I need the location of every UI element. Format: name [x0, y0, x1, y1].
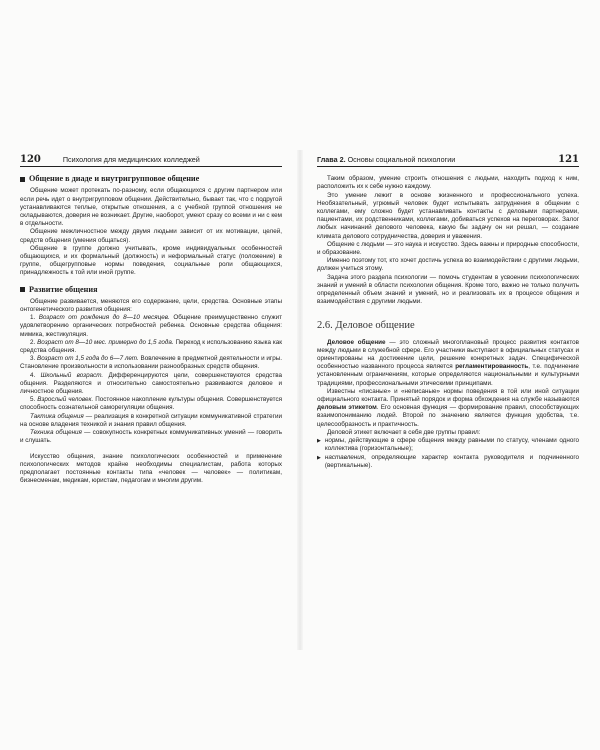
triangle-bullet-icon: ▶: [317, 454, 321, 461]
left-page: [20, 156, 282, 485]
term-definition: Тактика общения — реализация в конкретной ситуации коммуникативной стратегии на основе владения техникой и знания правил общения.: [20, 412, 282, 428]
left-running-head: [20, 156, 282, 167]
square-bullet-icon: [20, 287, 25, 292]
term: Техника общения: [30, 429, 82, 437]
stage-age: Возраст от 1,5 года до 6—7 лет.: [37, 355, 139, 363]
list-item: ▶ нормы, действующие в сфере общения между равными по статусу, членами одного коллектива (горизонтальные);: [317, 437, 579, 453]
stage-age: Взрослый человек.: [37, 396, 94, 404]
stage-age: Возраст от 8—10 мес. примерно до 1,5 года.: [37, 338, 174, 346]
section-heading-development-text: Развитие общения: [29, 284, 98, 294]
stage-item: 2. Возраст от 8—10 мес. примерно до 1,5 года. Переход к использованию языка как средства общения.: [20, 338, 283, 355]
paragraph: Задача этого раздела психологии — помочь студентам в усвоении психологических знаний и умений в области психологии общения. Кроме того, важно не только получить определенный объем знаний и умений, но и реализовать их в процессе общения и взаимодействия с другими людьми.: [317, 273, 579, 306]
paragraph: Искусство общения, знание психологических особенностей и применение психологических методов крайне необходимы специалистам, работа которых предполагает постоянные контакты типа «человек — человек» — политикам, бизнесменам, медикам, юристам, педагогам и многим другим.: [20, 452, 282, 485]
paragraph: Общение развивается, меняются его содержание, цели, средства. Основные этапы онтогенетического развития общения:: [20, 297, 282, 314]
paragraph: Это умение лежит в основе жизненного и профессионального успеха. Необязательный, угрюмый человек будет испытывать затруднения в общении с коллегами, ему сложно будет устанавливать контакты с деловыми партнерами, пациентами, их родственниками, коллегами, добиваться успехов на переговорах. Залог любых начинаний делового человека, какую бы задачу он ни решал, — создание климата делового сотрудничества, доверия и уважения.: [317, 191, 579, 240]
triangle-bullet-icon: ▶: [317, 438, 321, 445]
term: Тактика общения: [30, 412, 84, 420]
section-heading-development: [20, 286, 282, 294]
bold-term: деловым этикетом: [317, 404, 377, 412]
left-page-number: 120: [20, 154, 41, 165]
right-page-number: 121: [558, 154, 579, 165]
paragraph: Общение может протекать по-разному, если общающихся с другим партнером или если речь идет о внутригрупповом общении. Действительно, бывает так, что с подругой устанавливаются теплые, открытые отношения, а с учебной группой отношения не складываются, доверия не возникает. Другие, наоборот, умеют сразу со всеми и ни с кем в отдельности.: [20, 187, 282, 228]
bold-term: Деловое общение: [327, 338, 386, 346]
term: наставления: [324, 453, 365, 461]
section-heading-dyad-text: Общение в диаде и внутригрупповое общение: [29, 174, 200, 184]
right-page: [317, 156, 579, 470]
term-definition: Техника общения — совокупность конкретных коммуникативных умений — говорить и слушать.: [20, 429, 282, 445]
paragraph: Деловой этикет включает в себя две группы правил:: [327, 428, 481, 436]
paragraph: Общение с людьми — это наука и искусство. Здесь важны и природные способности, и образование.: [317, 240, 579, 257]
paragraph: Общение в группе должно учитывать, кроме индивидуальных особенностей общающихся, и их формальный (должность) и неформальный статус (положение) в группе, общегрупповые нормы поведения, социальные роли общающихся, принадлежность к той или иной группе.: [20, 244, 282, 277]
section-heading-dyad: [20, 175, 282, 183]
square-bullet-icon: [20, 177, 25, 182]
stage-item: 1. Возраст от рождения до 8—10 месяцев. Общение преимущественно служит удовлетворению органических потребностей ребенка. Основные средства общения: мимика, жестикуляция.: [20, 314, 283, 338]
stage-item: 5. Взрослый человек. Постоянное накопление культуры общения. Совершенствуется способность сознательной саморегуляции общения.: [20, 396, 282, 412]
paragraph: Известны «писаные» и «неписаные» нормы поведения в той или иной ситуации официального контакта. Принятый порядок и форма обхождения на службе называются деловым этикетом. Его основная функция — формирование правил, способствующих взаимопониманию людей. Второй по значению является функция удобства, т.е. целесообразность и практичность.: [317, 387, 579, 428]
term: нормы: [324, 437, 345, 445]
paragraph: Таким образом, умение строить отношения с людьми, находить подход к ним, расположить их к себе нужно каждому.: [317, 175, 579, 191]
right-chapter-title: Глава 2. Основы социальной психологии: [317, 155, 456, 164]
section-heading-business: 2.6. Деловое общение: [317, 320, 415, 332]
paragraph: Именно поэтому тот, кто хочет достичь успеха во взаимодействии с другими людьми, должен учиться этому.: [317, 257, 579, 273]
stage-age: Школьный возраст.: [40, 371, 104, 379]
paragraph: Деловое общение — это сложный многоплановый процесс развития контактов между людьми в служебной сфере. Его участники выступают в официальных статусах и ориентированы на достижение цели, решение конкретных задач. Специфической особенностью названного процесса является регламентированность, т.е. подчинение установленным ограничениям, которые определяются национальными и культурными традициями, профессиональными этическими принципами.: [317, 338, 579, 387]
left-running-title: Психология для медицинских колледжей: [62, 155, 200, 164]
stage-item: 4. Школьный возраст. Дифференцируются цели, совершенствуются средства общения. Разделяются и относительно самостоятельно развиваются деловое и личностное общения.: [20, 371, 282, 396]
book-gutter: [297, 150, 303, 650]
stage-item: 3. Возраст от 1,5 года до 6—7 лет. Вовлечение в предметной деятельности и игры. Становление произвольности в использовании разнообразных средств общения.: [20, 355, 283, 371]
list-item: ▶ наставления, определяющие характер контакта руководителя и подчиненного (вертикальные).: [317, 453, 579, 469]
stage-age: Возраст от рождения до 8—10 месяцев.: [38, 314, 170, 322]
paragraph: Общение межличностное между двумя людьми зависит от их мотивации, целей, средств общения (умения общаться).: [20, 228, 282, 244]
right-running-head: [317, 156, 579, 167]
bold-term: регламентированность: [455, 363, 529, 371]
